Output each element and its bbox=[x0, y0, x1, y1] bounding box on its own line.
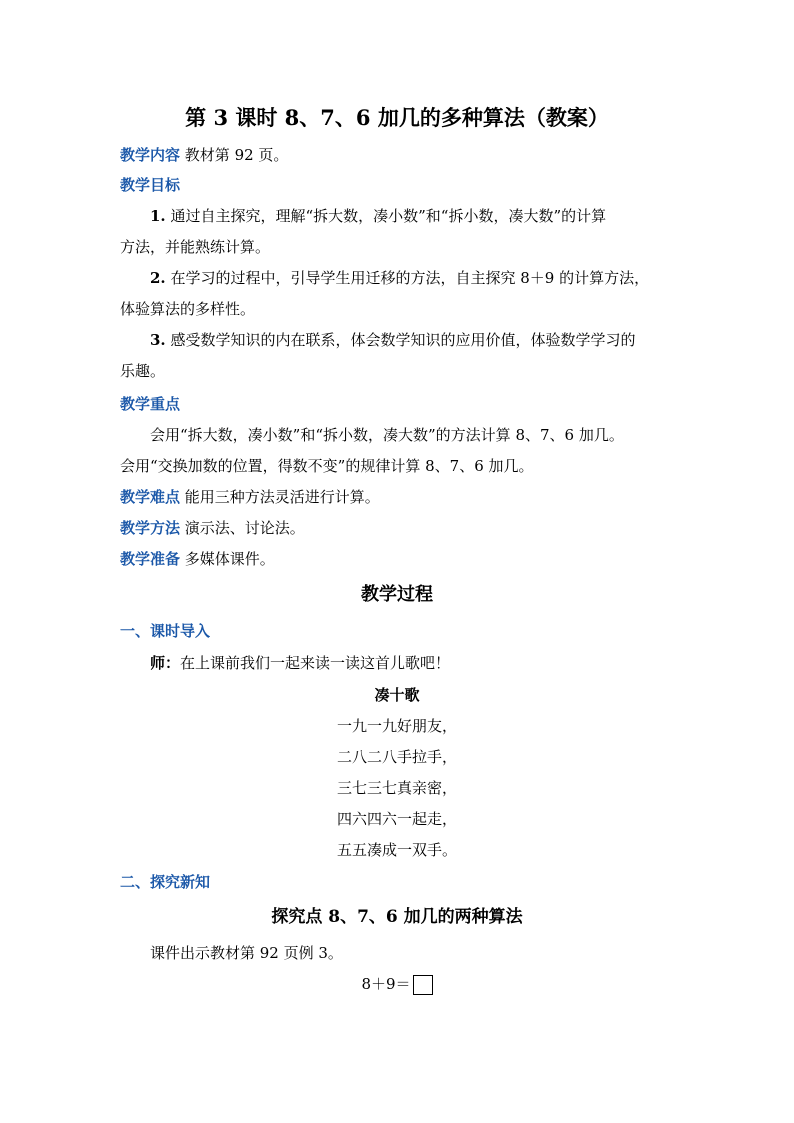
goal-text: 在学习的过程中，引导学生用迁移的方法，自主探究 8＋9 的计算方法， bbox=[170, 269, 650, 287]
teaching-content-row bbox=[120, 145, 676, 165]
method-row bbox=[120, 518, 676, 538]
poem-line: 三七三七真亲密， bbox=[336, 779, 457, 797]
goal-2-line-1 bbox=[150, 268, 676, 288]
goal-1-line-2: 方法，并能熟练计算。 bbox=[120, 238, 271, 256]
section-1-heading-row bbox=[120, 621, 676, 641]
goal-number: 2. bbox=[150, 269, 166, 287]
page-title: 第 3 课时 8、7、6 加几的多种算法（教案） bbox=[185, 105, 609, 130]
goal-2-line-2: 体验算法的多样性。 bbox=[120, 300, 256, 318]
goal-text: 感受数学知识的内在联系，体会数学知识的应用价值，体验数学学习的 bbox=[170, 331, 636, 349]
prep-label: 教学准备 bbox=[120, 550, 181, 568]
equation-text: 8＋9＝ bbox=[361, 975, 411, 993]
poem-title: 凑十歌 bbox=[374, 686, 420, 704]
section-2-heading-row bbox=[120, 872, 676, 892]
key-points-line-2: 会用“交换加数的位置，得数不变”的规律计算 8、7、6 加几。 bbox=[120, 457, 534, 475]
answer-box bbox=[413, 975, 433, 995]
goal-text: 通过自主探究，理解“拆大数，凑小数”和“拆小数，凑大数”的计算 bbox=[170, 207, 607, 225]
key-points-line-1: 会用“拆大数，凑小数”和“拆小数，凑大数”的方法计算 8、7、6 加几。 bbox=[150, 426, 624, 444]
teacher-speech: 在上课前我们一起来读一读这首儿歌吧！ bbox=[180, 654, 451, 672]
equation-row bbox=[0, 974, 794, 995]
prep-text: 多媒体课件。 bbox=[184, 550, 275, 568]
key-points-label-row bbox=[120, 394, 676, 414]
teaching-goals-label: 教学目标 bbox=[120, 176, 181, 194]
explore-point-title: 探究点 8、7、6 加几的两种算法 bbox=[271, 907, 523, 927]
teacher-speech-row bbox=[150, 653, 676, 673]
poem-line: 五五凑成一双手。 bbox=[336, 841, 457, 859]
teaching-goals-label-row bbox=[120, 175, 676, 195]
goal-3-line-2: 乐趣。 bbox=[120, 362, 166, 380]
teaching-content-text: 教材第 92 页。 bbox=[184, 146, 289, 164]
goal-3-line-1 bbox=[150, 330, 676, 350]
difficulty-text: 能用三种方法灵活进行计算。 bbox=[184, 488, 380, 506]
goal-number: 3. bbox=[150, 331, 166, 349]
goal-1-line-1 bbox=[150, 206, 676, 226]
section-2-heading: 二、探究新知 bbox=[120, 873, 211, 891]
prep-row bbox=[120, 549, 676, 569]
courseware-text: 课件出示教材第 92 页例 3。 bbox=[150, 944, 343, 962]
key-points-label: 教学重点 bbox=[120, 395, 181, 413]
method-text: 演示法、讨论法。 bbox=[184, 519, 305, 537]
poem-line: 二八二八手拉手， bbox=[336, 748, 457, 766]
teaching-content-label: 教学内容 bbox=[120, 146, 181, 164]
poem-line: 四六四六一起走， bbox=[336, 810, 457, 828]
poem-line: 一九一九好朋友， bbox=[336, 717, 457, 735]
method-label: 教学方法 bbox=[120, 519, 181, 537]
goal-number: 1. bbox=[150, 207, 166, 225]
teacher-label: 师： bbox=[150, 654, 181, 672]
process-title: 教学过程 bbox=[361, 584, 433, 605]
difficulty-label: 教学难点 bbox=[120, 488, 181, 506]
section-1-heading: 一、课时导入 bbox=[120, 622, 211, 640]
difficulty-row bbox=[120, 487, 676, 507]
